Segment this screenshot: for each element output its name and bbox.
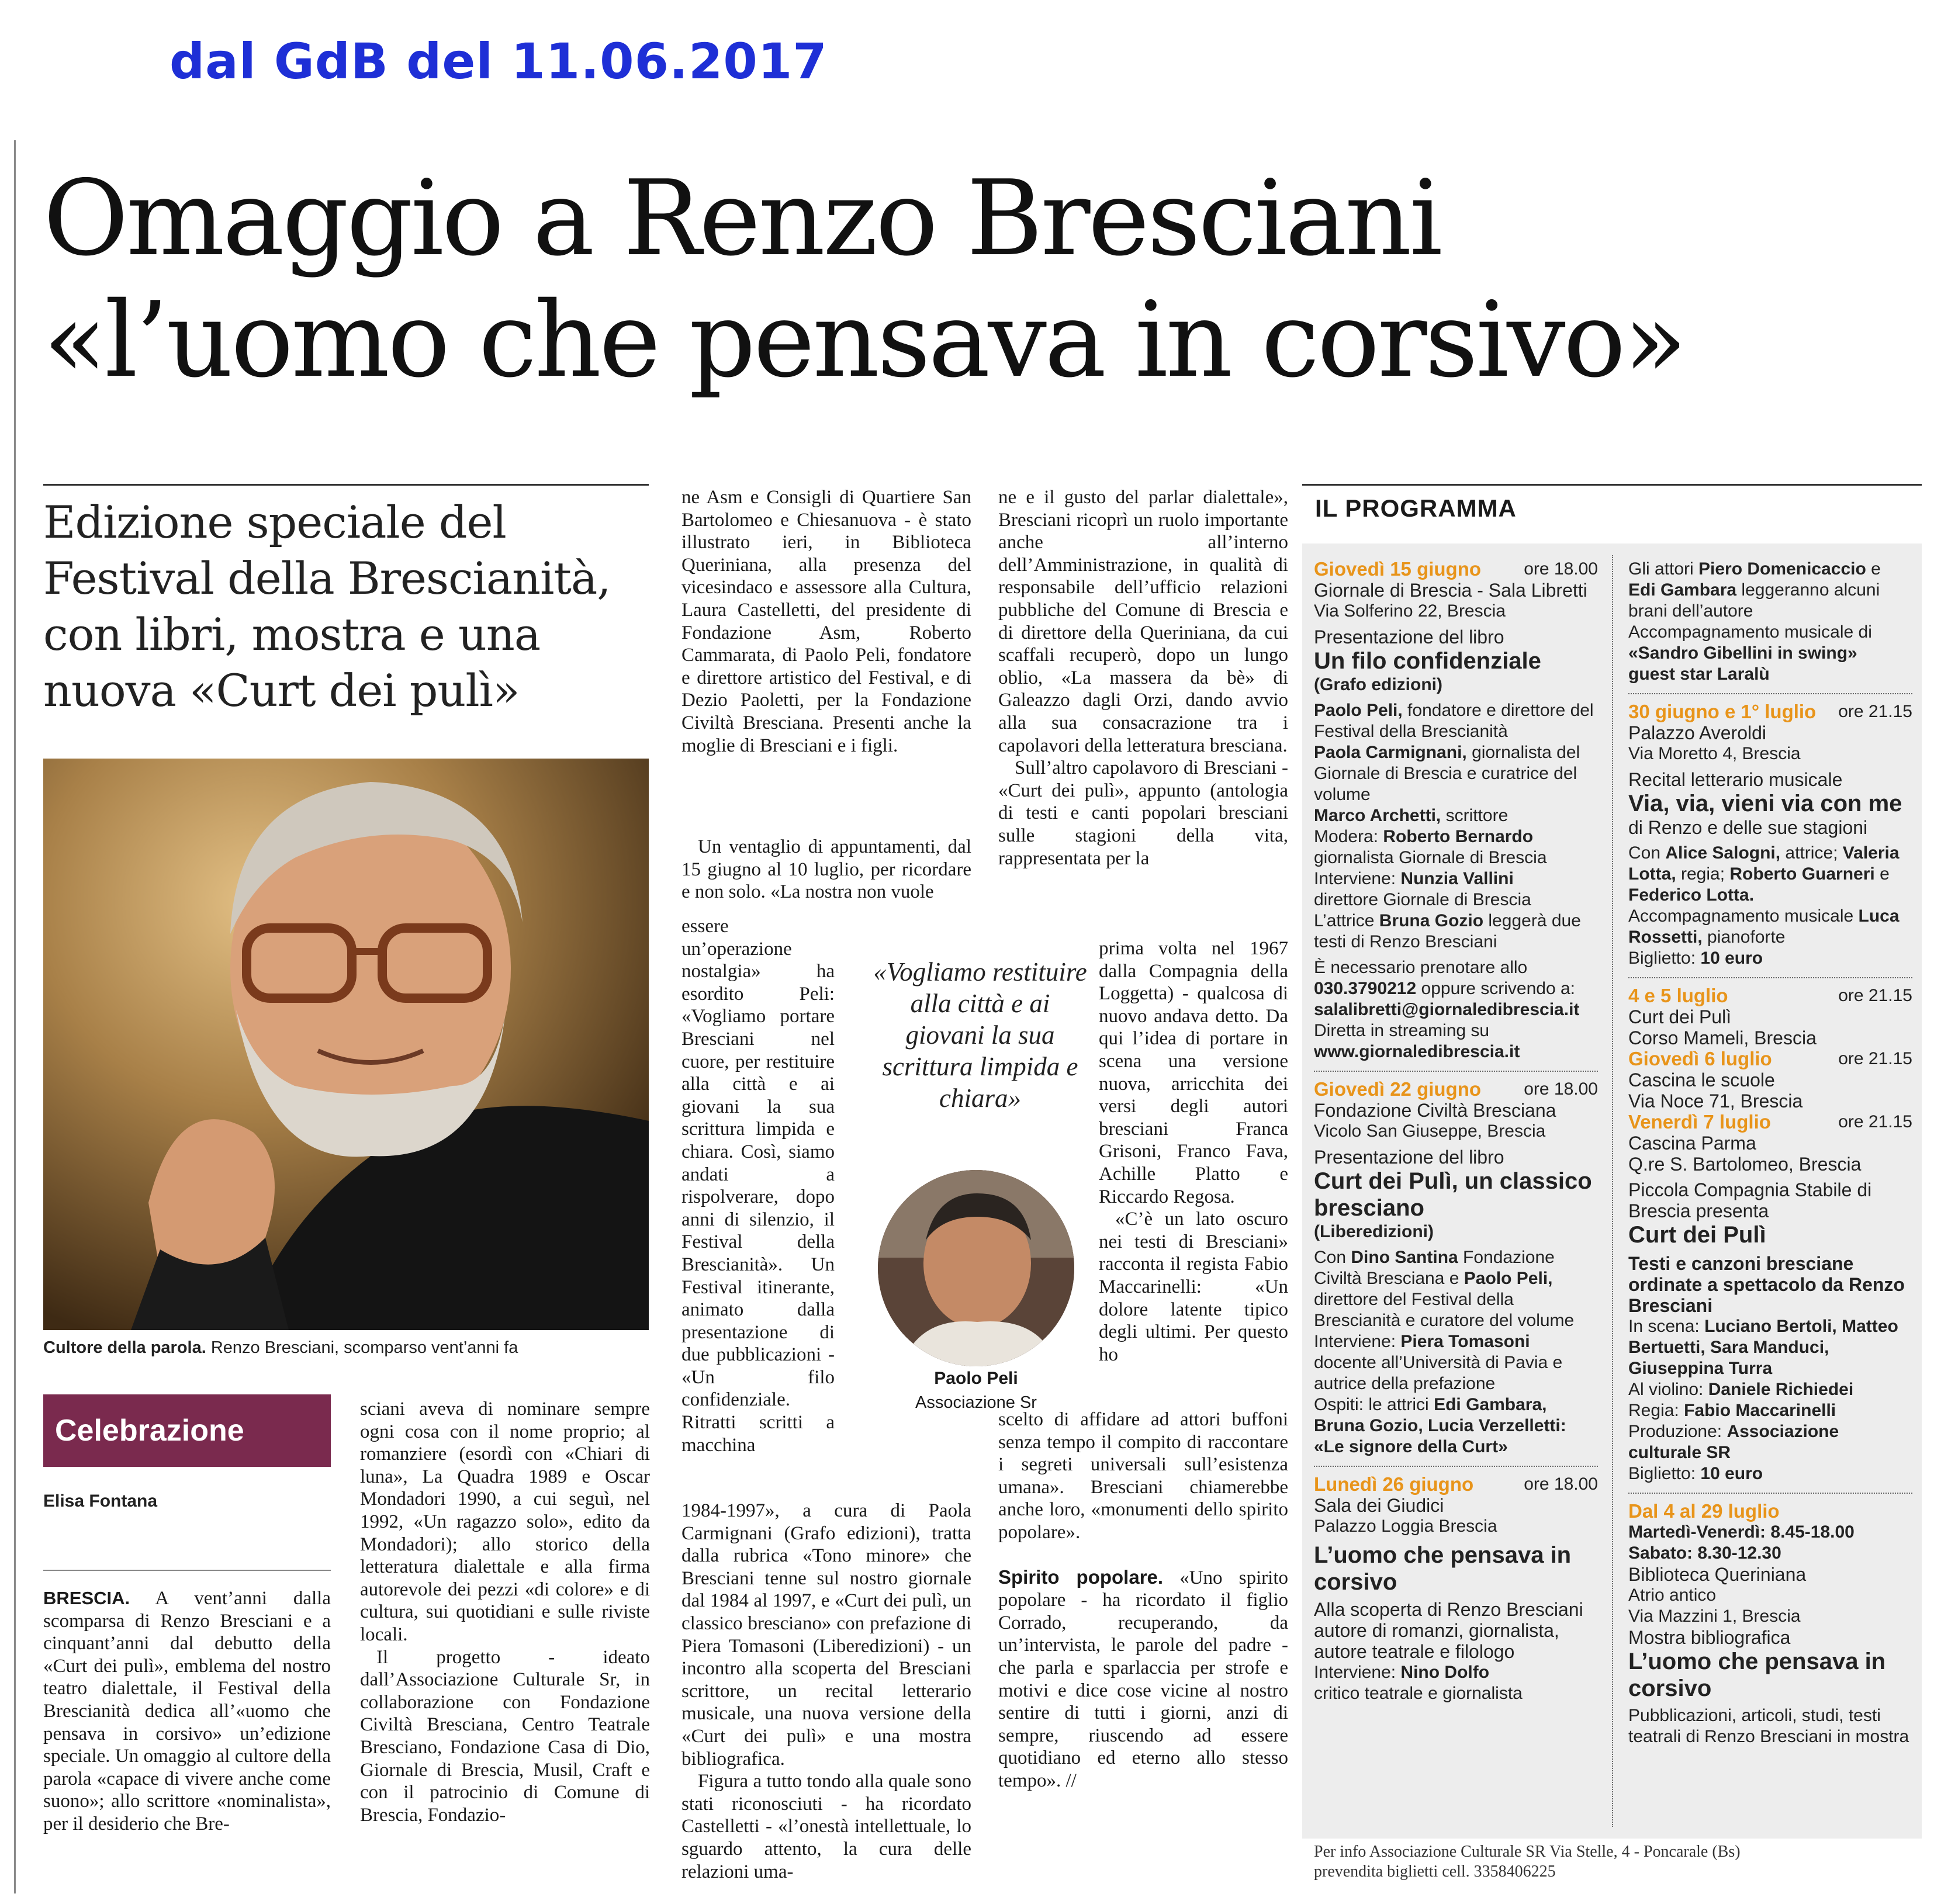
event-date: Giovedì 6 luglio: [1628, 1048, 1772, 1069]
article-column-4-bottom: [998, 1408, 1288, 1792]
event-line: [1628, 948, 1912, 969]
renzo-bresciani-photo: [43, 759, 649, 1330]
event-separator: [1314, 1071, 1598, 1072]
event-address: Palazzo Loggia Brescia: [1314, 1517, 1497, 1536]
role-text: e: [1874, 864, 1890, 884]
col3-paragraph-3: Figura a tutto tondo alla quale sono stati riconosciuti - ha ricordato Castelletti - «l’onestà intellettuale, lo sguardo attento, la cura delle relazioni uma-: [681, 1771, 971, 1882]
role-label: Con: [1314, 1248, 1351, 1267]
col4-paragraph-4: [998, 1566, 1288, 1792]
role-text: Fondazione Civiltà Bresciana e: [1314, 1248, 1555, 1288]
event-kind: Presentazione del libro: [1314, 1147, 1504, 1168]
program-column-divider: [1612, 555, 1613, 1827]
event-separator: [1314, 1466, 1598, 1467]
event-time: ore 18.00: [1524, 1079, 1598, 1099]
role-label: Al violino:: [1628, 1380, 1708, 1399]
program-column-right: [1628, 559, 1912, 1747]
role-label: Con: [1628, 843, 1666, 863]
event-line: [1628, 1463, 1912, 1484]
person-name: Marco Archetti,: [1314, 806, 1441, 825]
role-label: Regia:: [1628, 1401, 1684, 1420]
event-line: [1628, 843, 1912, 906]
event-line: giornalista Giornale di Brescia: [1314, 848, 1547, 867]
role-text: pianoforte: [1702, 927, 1786, 947]
article-column-2: [360, 1398, 650, 1826]
col4-paragraph-4-text: «Uno spirito popolare - ha ricordato il figlio Corrado, recuperando, da un’intervista, le parole del padre - che parla e sparlaccia per strofe e motivi e dice cose vicine al nostro sentire di tutti i giorni, anzi di sempre, riuscendo ad essere quotidiano ed eterno allo stesso tempo». //: [998, 1567, 1288, 1791]
event-date-block: [1628, 1112, 1912, 1133]
event-venue: Biblioteca Queriniana: [1628, 1564, 1807, 1585]
role-text: attrice;: [1780, 843, 1843, 863]
event-room: Atrio antico: [1628, 1585, 1717, 1605]
event-line: [1314, 742, 1598, 805]
event-line: [1628, 664, 1912, 685]
role-text: leggerà due testi di Renzo Bresciani: [1314, 911, 1581, 951]
col4-paragraph-2a: Sull’altro capolavoro di Bresciani - «Curt dei pulì», appunto (antologia di testi e canti popolari bresciani sulle stagioni della vita, rappresentata per la: [998, 757, 1288, 869]
person-name: Edi Gambara, Bruna Gozio, Lucia Verzelletti:: [1314, 1395, 1566, 1435]
event-kind: Presentazione del libro: [1314, 626, 1504, 648]
col4-paragraph-1: ne e il gusto del parlar dialettale», Bresciani ricoprì un ruolo importante anche all’interno dell’Amministrazione, in qualità di responsabile dell’ufficio relazioni pubbliche del Comune di Brescia e di direttore della Queriniana, da cui scaffali recuperò, dopo un lungo oblio, «La massera da bè» di Galeazzo dagli Orzi, dando avvio alla sua consacrazione tra i capolavori della letteratura bresciana.: [998, 487, 1288, 756]
event-address: Via Mazzini 1, Brescia: [1628, 1607, 1801, 1626]
event-line: [1314, 826, 1598, 847]
col4-subheading: Spirito popolare.: [998, 1566, 1164, 1588]
event-subtitle: di Renzo e delle sue stagioni: [1628, 817, 1868, 838]
event-description: Testi e canzoni bresciane ordinate a spettacolo da Renzo Bresciani: [1628, 1253, 1905, 1316]
event-separator: [1628, 693, 1912, 694]
event-venue: Cascina Parma: [1628, 1133, 1756, 1154]
program-footer: [1314, 1842, 1928, 1882]
ticket-price: 10 euro: [1700, 948, 1763, 968]
col3-p2-wide-part: [681, 836, 971, 915]
event-kind: Piccola Compagnia Stabile di Brescia presenta: [1628, 1179, 1872, 1221]
event-date-block: [1628, 1048, 1912, 1069]
person-name: Fabio Maccarinelli: [1684, 1401, 1836, 1420]
program-title: IL PROGRAMMA: [1315, 494, 1517, 522]
col4-paragraph-3: «C’è un lato oscuro nei testi di Bresciani» racconta il regista Fabio Maccarinelli: «Un dolore latente tipico degli ultimi. Per questo ho: [1099, 1209, 1288, 1365]
person-role: scrittore: [1441, 806, 1509, 825]
event-mostra: [1628, 1501, 1912, 1747]
col4-paragraph-2b: prima volta nel 1967 dalla Compagnia della Loggetta) - qualcosa di nuovo andava detto. Da qui l’idea di portare in scena una versione nuova, arricchita dei versi degli autori bresciani Franca Grisoni, Franco Fava, Achille Platto e Riccardo Regosa.: [1099, 938, 1288, 1207]
event-time: ore 18.00: [1524, 1474, 1598, 1494]
headline-line-2: «l’uomo che pensava in corsivo»: [43, 279, 1685, 400]
event-date: Giovedì 22 giugno: [1314, 1078, 1482, 1100]
person-name: Paolo Peli,: [1464, 1269, 1553, 1288]
col2-paragraph-2: Il progetto - ideato dall’Associazione Culturale Sr, in collaborazione con Fondazione Civiltà Bresciana, Centro Teatrale Bresciano, Fondazione Casa di Dio, Giornale di Brescia, Musil, Craft e con il patrocinio di Comune di Brescia, Fondazio-: [360, 1646, 650, 1826]
left-margin-line: [14, 140, 16, 1893]
event-line: [1314, 1662, 1598, 1683]
event-title: Un filo confidenziale: [1314, 648, 1541, 674]
event-date: Dal 4 al 29 luglio: [1628, 1500, 1780, 1522]
person-name: Dino Santina: [1351, 1248, 1458, 1267]
booking-line: È necessario prenotare allo: [1314, 958, 1528, 977]
event-venue: Fondazione Civiltà Bresciana: [1314, 1100, 1556, 1121]
person-name: Daniele Richiedei: [1708, 1380, 1854, 1399]
footer-phone-line: prevendita biglietti cell. 3358406225: [1314, 1863, 1556, 1881]
show-name: «Le signore della Curt»: [1314, 1437, 1508, 1456]
role-label: Biglietto:: [1628, 948, 1701, 968]
event-line: [1628, 1400, 1912, 1421]
person-name: Piera Tomasoni: [1400, 1332, 1530, 1351]
person-name: Roberto Guarneri: [1729, 864, 1875, 884]
event-line: [1628, 643, 1912, 664]
event-title: L’uomo che pensava in corsivo: [1314, 1542, 1572, 1595]
person-name: Valeria Lotta,: [1628, 843, 1900, 884]
event-venue: Giornale di Brescia - Sala Libretti: [1314, 580, 1587, 601]
event-line: Accompagnamento musicale di: [1628, 622, 1872, 642]
role-label: Biglietto:: [1628, 1464, 1701, 1483]
caption-text: Renzo Bresciani, scomparso vent’anni fa: [206, 1338, 518, 1357]
subhead: Edizione speciale del Festival della Brescianità, con libri, mostra e una nuova «Curt dei pulì»: [43, 496, 611, 716]
role-label: Interviene:: [1314, 869, 1401, 888]
photo-caption: [43, 1338, 651, 1358]
event-date: 4 e 5 luglio: [1628, 985, 1728, 1006]
event-line: docente all’Università di Pavia e autrice della prefazione: [1314, 1353, 1563, 1393]
program-column-left: [1314, 559, 1598, 1704]
role-text: leggeranno alcuni brani dell’autore: [1628, 580, 1880, 621]
guest-name: guest star Laralù: [1628, 664, 1770, 684]
col3-p2b-part: [681, 1500, 971, 1883]
event-line: [1314, 911, 1598, 953]
person-name: Luca Rossetti,: [1628, 906, 1900, 947]
byline-rule: [43, 1570, 331, 1571]
col3-p2-narrow-text: essere un’operazione nostalgia» ha esordito Peli: «Vogliamo portare Bresciani nel cuore, per restituire alla città e ai giovani la sua scrittura limpida e chiara. Così, siamo andati a rispolverare, dopo anni di silenzio, il Festival della Brescianità». Un Festival itinerante, animato dalla presentazione di due pubblicazioni - «Un filo confidenziale. Ritratti scritti a macchina: [681, 916, 835, 1456]
event-date: Venerdì 7 luglio: [1628, 1111, 1771, 1133]
event-line: direttore Giornale di Brescia: [1314, 890, 1531, 909]
event-address: Q.re S. Bartolomeo, Brescia: [1628, 1154, 1862, 1175]
event-address: Corso Mameli, Brescia: [1628, 1027, 1817, 1048]
event-kind: Mostra bibliografica: [1628, 1627, 1791, 1648]
streaming-line: Diretta in streaming su: [1314, 1021, 1490, 1040]
role-label: In scena:: [1628, 1317, 1705, 1336]
event-description: Pubblicazioni, articoli, studi, testi teatrali di Renzo Bresciani in mostra: [1628, 1706, 1909, 1746]
event-line: [1628, 1316, 1912, 1379]
event-30-giugno: [1628, 701, 1912, 969]
peli-portrait-illustration: [878, 1170, 1074, 1366]
event-date-block: [1628, 985, 1912, 1006]
event-title: Via, via, vieni via con me: [1628, 791, 1902, 816]
person-name: Associazione culturale SR: [1628, 1422, 1839, 1462]
role-label: Interviene:: [1314, 1663, 1401, 1682]
event-address: Vicolo San Giuseppe, Brescia: [1314, 1121, 1546, 1141]
email-text: salalibretti@giornaledibrescia.it: [1314, 1000, 1580, 1019]
person-name: Edi Gambara: [1628, 580, 1737, 600]
article-column-3: [681, 486, 971, 757]
event-date: 30 giugno e 1° luglio: [1628, 701, 1817, 722]
event-continuation: [1628, 559, 1912, 685]
col3-p2-wide-text: Un ventaglio di appuntamenti, dal 15 giugno al 10 luglio, per ricordare e non solo. «La nostra non vuole: [681, 836, 971, 903]
footer-info-line: Per info Associazione Culturale SR Via Stelle, 4 - Poncarale (Bs): [1314, 1843, 1741, 1861]
event-line: [1314, 1247, 1598, 1331]
event-line: [1314, 1331, 1598, 1352]
event-venue: Curt dei Pulì: [1628, 1006, 1732, 1027]
peli-role: Associazione Sr: [915, 1393, 1037, 1412]
person-name: Nino Dolfo: [1400, 1663, 1490, 1682]
role-label: L’attrice: [1314, 911, 1379, 930]
portrait-illustration: [43, 759, 649, 1330]
role-text: regia;: [1676, 864, 1730, 884]
peli-name: Paolo Peli: [934, 1369, 1018, 1388]
event-time: ore 21.15: [1838, 986, 1912, 1005]
url-text: www.giornaledibrescia.it: [1314, 1042, 1520, 1061]
article-column-4-narrow: [1099, 937, 1288, 1366]
booking-text: oppure scrivendo a:: [1416, 979, 1576, 998]
streaming-url[interactable]: [1314, 1041, 1598, 1062]
event-venue: Sala dei Giudici: [1314, 1495, 1444, 1516]
role-label: Modera:: [1314, 827, 1383, 846]
event-description: Alla scoperta di Renzo Bresciani autore di romanzi, giornalista, autore teatrale e filologo: [1314, 1599, 1583, 1662]
headline: [43, 158, 1685, 401]
event-date: Giovedì 15 giugno: [1314, 558, 1482, 580]
byline: Elisa Fontana: [43, 1491, 158, 1511]
person-name: Bruna Gozio: [1379, 911, 1484, 930]
event-title: L’uomo che pensava in corsivo: [1628, 1649, 1886, 1701]
event-26-giugno: [1314, 1474, 1598, 1704]
person-name: Roberto Bernardo: [1383, 827, 1534, 846]
event-15-giugno: [1314, 559, 1598, 1062]
role-label: Accompagnamento musicale: [1628, 906, 1859, 926]
col1-text: A vent’anni dalla scomparsa di Renzo Bresciani e a cinquant’anni dal debutto della «Curt dei pulì», emblema del nostro teatro dialettale, il Festival della Brescianità dedica all’«uomo che pensava in corsivo» un’edizione speciale. Un omaggio al cultore della parola «capace di vivere anche come suono»; allo scrittore «nominalista», per il desiderio che Bre-: [43, 1588, 331, 1834]
booking-phone[interactable]: 030.3790212: [1314, 979, 1417, 998]
subhead-rule: [43, 484, 649, 486]
person-name: Piero Domenicaccio: [1698, 559, 1866, 579]
person-name: Federico Lotta.: [1628, 885, 1755, 905]
person-role: fondatore e direttore del Festival della Brescianità: [1314, 701, 1594, 741]
event-line: [1314, 868, 1598, 889]
pull-quote: «Vogliamo restituire alla città e ai giovani la sua scrittura limpida e chiara»: [873, 957, 1087, 1113]
event-time: ore 21.15: [1838, 702, 1912, 721]
event-venue: Palazzo Averoldi: [1628, 722, 1766, 743]
dateline: BRESCIA.: [43, 1588, 130, 1608]
col3-paragraph-1: ne Asm e Consigli di Quartiere San Bartolomeo e Chiesanuova - è stato illustrato ieri, in Biblioteca Queriniana, alla presenza del vicesindaco e assessore alla Cultura, Laura Castelletti, del presidente di Fondazione Asm, Roberto Cammarata, di Paolo Peli, fondatore e direttore artistico del Festival, e di Dezio Paoletti, per la Fondazione Civiltà Bresciana. Presenti anche la moglie di Bresciani e i figli.: [681, 487, 971, 756]
person-name: Paola Carmignani,: [1314, 743, 1467, 762]
person-name: Luciano Bertoli, Matteo Bertuetti, Sara Manduci, Giuseppina Turra: [1628, 1317, 1898, 1378]
event-title: Curt dei Pulì, un classico bresciano: [1314, 1168, 1592, 1221]
booking-phone-line: [1314, 978, 1598, 999]
event-publisher: (Liberedizioni): [1314, 1222, 1434, 1241]
event-time: ore 18.00: [1524, 559, 1598, 579]
event-address: Via Solferino 22, Brescia: [1314, 601, 1506, 621]
article-column-1: [43, 1587, 331, 1836]
event-date: Lunedì 26 giugno: [1314, 1473, 1474, 1495]
role-label: Gli attori: [1628, 559, 1699, 579]
event-line: [1314, 1436, 1598, 1458]
source-label: dal GdB del 11.06.2017: [169, 33, 828, 90]
event-line: [1314, 805, 1598, 826]
caption-bold: Cultore della parola.: [43, 1338, 206, 1357]
col3-p2-narrow-part: [681, 915, 835, 1500]
role-text: direttore del Festival della Brescianità e curatore del volume: [1314, 1290, 1575, 1330]
col4-paragraph-3b: scelto di affidare ad attori buffoni senza tempo il compito di raccontare i segreti universali sull’esistenza umana». Bresciani chiamerebbe anche loro, «monumenti dello spirito popolare».: [998, 1409, 1288, 1543]
person-role: giornalista del Giornale di Brescia e curatrice del volume: [1314, 743, 1580, 804]
event-venue: Cascina le scuole: [1628, 1069, 1775, 1091]
role-label: Ospiti: le attrici: [1314, 1395, 1434, 1414]
headline-line-1: Omaggio a Renzo Bresciani: [43, 158, 1441, 279]
event-title: Curt dei Pulì: [1628, 1222, 1766, 1248]
event-hours: Martedì-Venerdì: 8.45-18.00: [1628, 1522, 1855, 1542]
event-separator: [1628, 977, 1912, 978]
booking-email[interactable]: [1314, 999, 1598, 1020]
event-kind: Recital letterario musicale: [1628, 769, 1843, 790]
article-column-4: [998, 486, 1288, 870]
event-separator: [1628, 1493, 1912, 1494]
event-address: Via Noce 71, Brescia: [1628, 1091, 1803, 1112]
event-line: critico teatrale e giornalista: [1314, 1684, 1523, 1703]
event-line: [1314, 700, 1598, 742]
person-name: Paolo Peli,: [1314, 701, 1403, 720]
col1-paragraph: [43, 1587, 331, 1836]
program-rule: [1302, 484, 1922, 486]
event-time: ore 21.15: [1838, 1049, 1912, 1068]
event-curt-dei-puli: [1628, 985, 1912, 1484]
col3-paragraph-2b: 1984-1997», a cura di Paola Carmignani (Grafo edizioni), tratta dalla rubrica «Tono minore» che Bresciani tenne sul nostro giornale dal 1984 al 1997, e «Curt dei pulì, un classico bresciano» con prefazione di Piera Tomasoni (Liberedizioni) - un incontro alla scoperta del Bresciani scrittore, un recital letterario musicale, una nuova versione della «Curt dei pulì» e una mostra bibliografica.: [681, 1500, 971, 1770]
person-name: Alice Salogni,: [1665, 843, 1781, 863]
role-text: e: [1866, 559, 1881, 579]
person-name: Nunzia Vallini: [1400, 869, 1514, 888]
role-label: Produzione:: [1628, 1422, 1727, 1441]
event-hours: Sabato: 8.30-12.30: [1628, 1543, 1781, 1563]
role-label: Interviene:: [1314, 1332, 1401, 1351]
event-line: [1628, 559, 1912, 622]
band-name: «Sandro Gibellini in swing»: [1628, 643, 1857, 663]
event-line: [1628, 1421, 1912, 1463]
event-address: Via Moretto 4, Brescia: [1628, 744, 1801, 763]
event-line: [1314, 1394, 1598, 1436]
paolo-peli-photo: [878, 1170, 1074, 1366]
category-label: Celebrazione: [43, 1394, 331, 1467]
col2-paragraph-1: sciani aveva di nominare sempre ogni cosa con il nome proprio; al romanziere (esordì con «Chiari di luna», La Quadra 1989 e Oscar Mondadori 1990, a cui seguì, nel 1992, «Un ragazzo solo», edito da Mondadori); allo storico della letteratura dialettale e alla firma autorevole dei pezzi «di colore» e di cultura, sui quotidiani e sulle riviste locali.: [360, 1398, 650, 1645]
event-line: [1628, 906, 1912, 948]
event-time: ore 21.15: [1838, 1112, 1912, 1131]
event-22-giugno: [1314, 1079, 1598, 1458]
event-publisher: (Grafo edizioni): [1314, 675, 1442, 694]
ticket-price: 10 euro: [1700, 1464, 1763, 1483]
event-line: [1628, 1379, 1912, 1400]
